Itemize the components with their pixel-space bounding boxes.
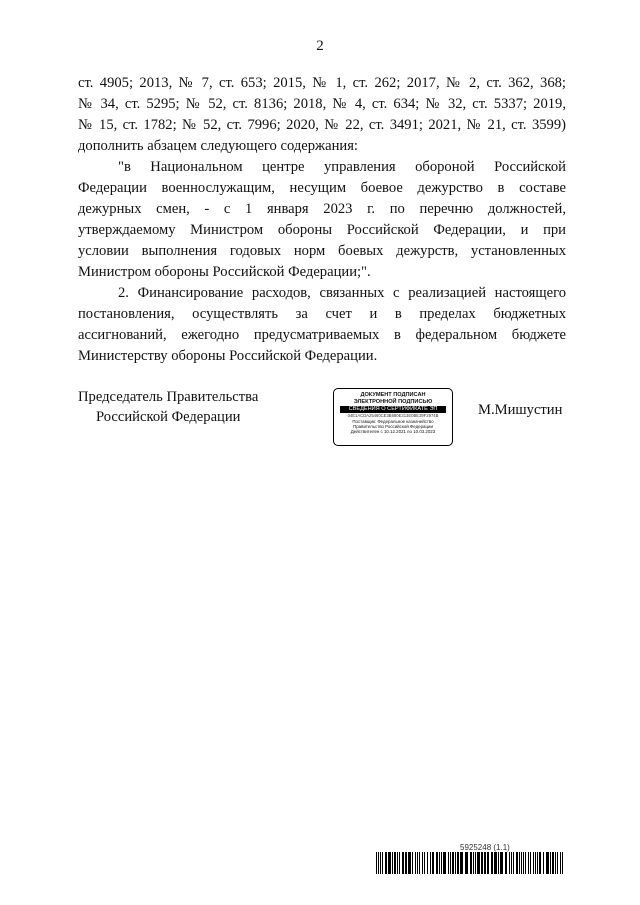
stamp-title-line: ДОКУМЕНТ ПОДПИСАН bbox=[360, 392, 426, 398]
text-line: дополнить абзацем следующего содержания: bbox=[78, 138, 358, 154]
stamp-issuer bbox=[334, 419, 452, 435]
text-line: Министром обороны Российской Федерации;". bbox=[78, 264, 371, 280]
signatory-title-line: Председатель Правительства bbox=[78, 389, 259, 405]
text-line: № 15, ст. 1782; № 52, ст. 7996; 2020, № 22, ст. 3491; 2021, № 21, ст. 3599) bbox=[78, 117, 566, 133]
stamp-validity: Действителен с 10.12.2021 по 10.03.2023 bbox=[350, 429, 436, 435]
text-line: постановления, осуществлять за счет и в пределах бюджетных bbox=[78, 306, 566, 322]
text-line: "в Национальном центре управления обороной Российской bbox=[118, 159, 566, 175]
text-line: Федерации военнослужащим, несущим боевое дежурство в составе bbox=[78, 180, 566, 196]
stamp-header: СВЕДЕНИЯ О СЕРТИФИКАТЕ ЭП bbox=[340, 406, 446, 413]
barcode-number: 5925248 (1.1) bbox=[460, 843, 510, 852]
stamp-issuer-line: Поставщик: Федеральное казначейство bbox=[352, 419, 434, 424]
signatory-title bbox=[78, 387, 278, 427]
text-line: 2. Финансирование расходов, связанных с реализацией настоящего bbox=[118, 285, 566, 301]
text-line: ст. 4905; 2013, № 7, ст. 653; 2015, № 1, ст. 262; 2017, № 2, ст. 362, 368; bbox=[78, 75, 566, 91]
stamp-serial: 04E1ACDA25460CE3B680E313E0BE39F2974B bbox=[347, 413, 439, 418]
text-line: дежурных смен, - с 1 января 2023 г. по перечню должностей, bbox=[78, 201, 566, 217]
signatory-name: М.Мишустин bbox=[478, 402, 563, 418]
text-line: ассигнований, ежегодно предусматриваемых в федеральном бюджете bbox=[78, 327, 566, 343]
signatory-title-line: Российской Федерации bbox=[96, 409, 241, 425]
stamp-title bbox=[334, 392, 452, 405]
text-line: условии выполнения годовых норм боевых дежурств, установленных bbox=[78, 243, 566, 259]
text-line: № 34, ст. 5295; № 52, ст. 8136; 2018, № 4, ст. 634; № 32, ст. 5337; 2019, bbox=[78, 96, 566, 112]
electronic-signature-stamp bbox=[333, 388, 453, 446]
barcode bbox=[376, 852, 566, 874]
stamp-issuer-line: Правительство Российской Федерации bbox=[353, 424, 433, 430]
text-line: Министерству обороны Российской Федерации. bbox=[78, 348, 378, 364]
body-text bbox=[78, 73, 566, 367]
text-line: утверждаемому Министром обороны Российской Федерации, и при bbox=[78, 222, 566, 238]
page-number: 2 bbox=[316, 38, 324, 54]
stamp-title-line: ЭЛЕКТРОННОЙ ПОДПИСЬЮ bbox=[353, 398, 433, 405]
